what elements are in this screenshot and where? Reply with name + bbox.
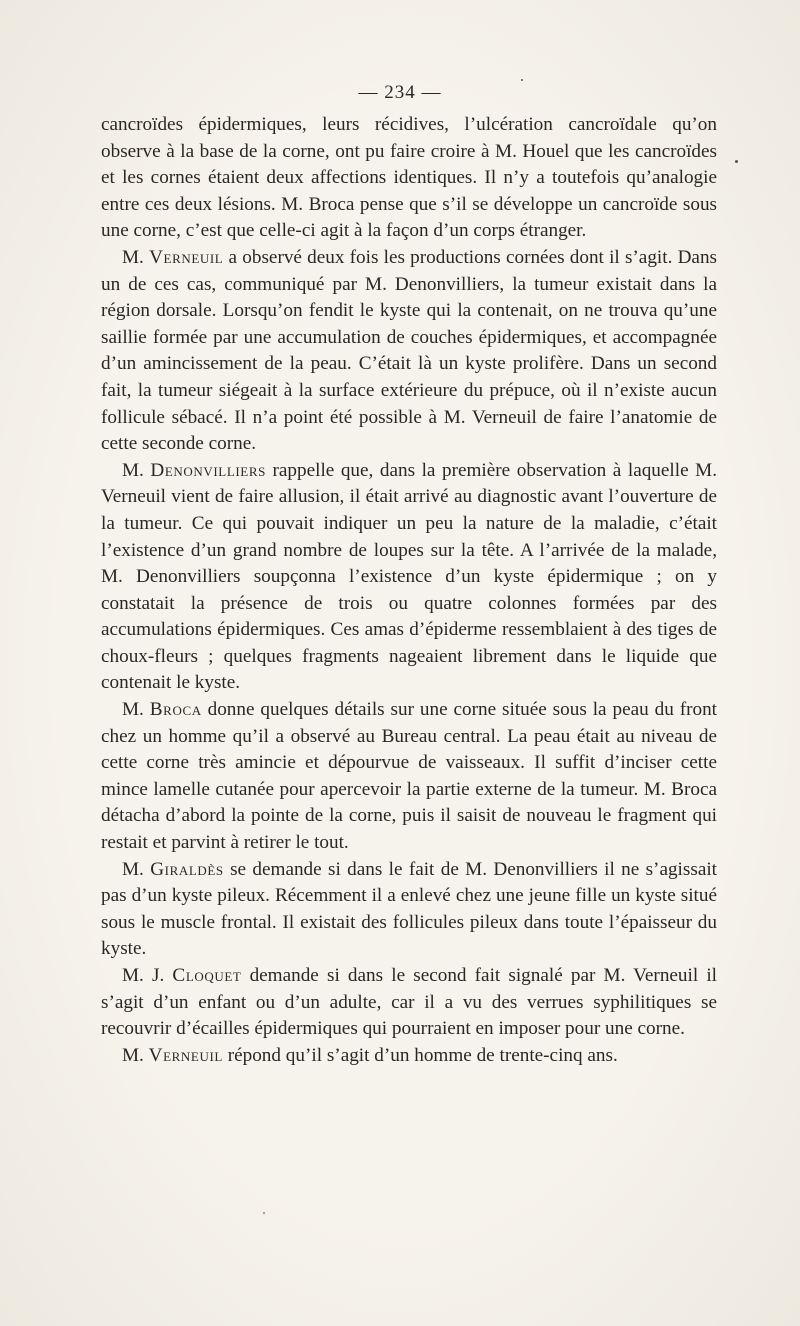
- paragraph-denonvilliers: [101, 458, 717, 697]
- paragraph-text: cancroïdes épidermiques, leurs récidives, l’ulcération cancroïdale qu’on observe à la base de la corne, ont pu faire croire à M. Houel que les cancroïdes et les cornes étaient deux affections identiques. Il n’y a toutefois qu’analogie entre ces deux lésions. M. Broca pense que s’il se développe un cancroïde sous une corne, c’est que celle-ci agit à la façon d’un corps étranger.: [101, 114, 717, 242]
- paragraph-verneuil-reply: [101, 1043, 717, 1070]
- paragraph-text: donne quelques détails sur une corne située sous la peau du front chez un homme qu’il a observé au Bureau central. La peau était au niveau de cette corne très amincie et dépourvue de vaisseaux. Il suffit d’inciser cette mince lamelle cutanée pour apercevoir la partie externe de la tumeur. M. Broca détacha d’abord la pointe de la corne, puis il saisit de nouveau le fragment qui restait et parvint à retirer le tout.: [101, 699, 717, 854]
- paragraph-verneuil: [101, 245, 717, 458]
- ink-speck: [735, 160, 738, 163]
- page-number: — 234 —: [358, 82, 442, 103]
- speaker-prefix: M.: [122, 246, 150, 268]
- paragraph-continuation: [101, 112, 717, 245]
- speaker-prefix: M. J.: [122, 965, 173, 986]
- paragraph-text: rappelle que, dans la première observation à laquelle M. Verneuil vient de faire allusion, il était arrivé au diagnostic avant l’ouverture de la tumeur. Ce qui pouvait indiquer un peu la nature de la maladie, c’était l’existence d’un grand nombre de loupes sur la tête. A l’arrivée de la malade, M. Denonvilliers soupçonna l’existence d’un kyste épidermique ; on y constatait la présence de trois ou quatre colonnes formées par des accumulations épidermiques. Ces amas d’épiderme ressemblaient à des tiges de choux-fleurs ; quelques fragments nageaient librement dans le liquide que contenait le kyste.: [101, 459, 717, 694]
- speaker-prefix: M.: [122, 699, 150, 721]
- paragraph-text: a observé deux fois les productions cornées dont il s’agit. Dans un de ces cas, communiqué par M. Denonvilliers, la tumeur existait dans la région dorsale. Lorsqu’on fendit le kyste qui la contenait, on ne trouva qu’une saillie formée par une accumulation de couches épidermiques, et accompagnée d’un amincissement de la peau. C’était là un kyste prolifère. Dans un second fait, la tumeur siégeait à la surface extérieure du prépuce, où il n’existe aucun follicule sébacé. Il n’a point été possible à M. Verneuil de faire l’anatomie de cette seconde corne.: [101, 246, 718, 455]
- ink-speck: [521, 79, 523, 81]
- speaker-name: Denonvilliers: [150, 459, 266, 481]
- speaker-name: Verneuil: [148, 1044, 223, 1066]
- speaker-name: Verneuil: [149, 246, 224, 268]
- paragraph-text: répond qu’il s’agit d’un homme de trente-cinq ans.: [222, 1044, 618, 1066]
- paragraph-giraldes: [101, 857, 717, 963]
- speaker-name: Broca: [149, 699, 202, 721]
- speaker-name: Cloquet: [172, 965, 242, 986]
- speaker-prefix: M.: [122, 459, 151, 481]
- paragraph-broca: [101, 697, 717, 857]
- paragraph-text: se demande si dans le fait de M. Denonvilliers il ne s’agissait pas d’un kyste pileux. Récemment il a enlevé chez une jeune fille un kyste situé sous le muscle frontal. Il existait des follicules pileux dans toute l’épaisseur du kyste.: [101, 858, 718, 960]
- ink-speck: [263, 1212, 265, 1214]
- speaker-prefix: M.: [122, 858, 151, 880]
- body-text: [101, 112, 717, 1069]
- paragraph-cloquet: [101, 963, 717, 1043]
- speaker-name: Giraldès: [150, 858, 224, 880]
- paragraph-text: demande si dans le second fait signalé par M. Verneuil il s’agit d’un enfant ou d’un adulte, car il a vu des verrues syphilitiques se recouvrir d’écailles épidermiques qui pourraient en imposer pour une corne.: [101, 965, 717, 1040]
- speaker-prefix: M.: [122, 1044, 149, 1066]
